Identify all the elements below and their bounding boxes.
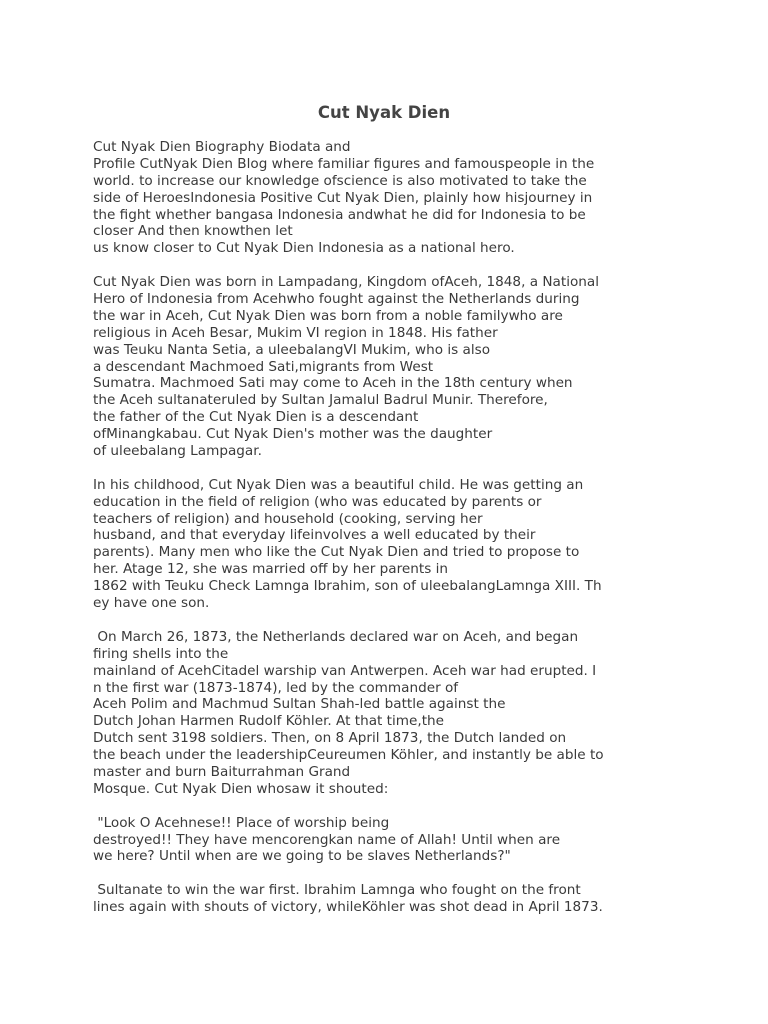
document-title: Cut Nyak Dien	[317, 103, 451, 122]
text-line: parents). Many men who like the Cut Nyak Dien and tried to propose to	[93, 544, 580, 561]
paragraph-break	[93, 612, 693, 629]
text-line: "Look O Acehnese!! Place of worship being	[93, 814, 390, 831]
text-line: education in the field of religion (who was educated by parents or	[93, 493, 542, 510]
text-line: teachers of religion) and household (cooking, serving her	[93, 510, 483, 527]
text-line: Cut Nyak Dien Biography Biodata and	[93, 139, 351, 155]
text-line: Cut Nyak Dien was born in Lampadang, Kingdom ofAceh, 1848, a National	[93, 274, 600, 291]
text-line: of uleebalang Lampagar.	[93, 443, 262, 460]
paragraph-break	[93, 257, 693, 274]
text-line: master and burn Baiturrahman Grand	[93, 763, 351, 780]
text-line: Sultanate to win the war first. Ibrahim Lamnga who fought on the front	[93, 882, 581, 899]
text-line: firing shells into the	[93, 645, 229, 662]
text-line: religious in Aceh Besar, Mukim VI region in 1848. His father	[93, 324, 498, 341]
text-line: husband, and that everyday lifeinvolves a well educated by their	[93, 527, 536, 544]
text-line: the war in Aceh, Cut Nyak Dien was born from a noble familywho are	[93, 307, 563, 324]
text-line: we here? Until when are we going to be slaves Netherlands?"	[93, 848, 511, 865]
text-line: the Aceh sultanateruled by Sultan Jamalul Badrul Munir. Therefore,	[93, 392, 548, 409]
text-line: closer And then knowthen let	[93, 223, 293, 240]
text-line: the beach under the leadershipCeureumen Köhler, and instantly be able to	[93, 747, 604, 764]
text-line: was Teuku Nanta Setia, a uleebalangVI Mukim, who is also	[93, 341, 491, 358]
text-line: side of HeroesIndonesia Positive Cut Nyak Dien, plainly how hisjourney in	[93, 189, 593, 206]
paragraph-break	[93, 460, 693, 477]
text-line: n the first war (1873-1874), led by the commander of	[93, 679, 459, 696]
paragraph-break	[93, 798, 693, 815]
text-line: the father of the Cut Nyak Dien is a descendant	[93, 409, 419, 426]
text-line: Profile CutNyak Dien Blog where familiar figures and famouspeople in the	[93, 155, 595, 172]
text-line: mainland of AcehCitadel warship van Antwerpen. Aceh war had erupted. I	[93, 662, 597, 679]
text-line: world. to increase our knowledge ofscience is also motivated to take the	[93, 172, 587, 189]
text-line: ofMinangkabau. Cut Nyak Dien's mother was the daughter	[93, 426, 493, 443]
text-line: ey have one son.	[93, 595, 210, 612]
text-line: Aceh Polim and Machmud Sultan Shah-led battle against the	[93, 696, 506, 713]
text-line: the fight whether bangasa Indonesia andwhat he did for Indonesia to be	[93, 206, 586, 223]
text-line: a descendant Machmoed Sati,migrants from West	[93, 358, 434, 375]
paragraph-break	[93, 865, 693, 882]
text-line: Dutch Johan Harmen Rudolf Köhler. At that time,the	[93, 713, 445, 730]
text-line: Sumatra. Machmoed Sati may come to Aceh in the 18th century when	[93, 375, 573, 392]
text-line: her. Atage 12, she was married off by her parents in	[93, 561, 449, 578]
text-line: us know closer to Cut Nyak Dien Indonesia as a national hero.	[93, 240, 515, 257]
text-line: 1862 with Teuku Check Lamnga Ibrahim, son of uleebalangLamnga XIII. Th	[93, 578, 602, 595]
text-line: In his childhood, Cut Nyak Dien was a beautiful child. He was getting an	[93, 476, 584, 493]
document-body	[93, 139, 693, 916]
text-line: Hero of Indonesia from Acehwho fought against the Netherlands during	[93, 291, 580, 308]
text-line: Dutch sent 3198 soldiers. Then, on 8 April 1873, the Dutch landed on	[93, 730, 567, 747]
text-line: lines again with shouts of victory, whileKöhler was shot dead in April 1873.	[93, 899, 603, 916]
text-line: destroyed!! They have mencorengkan name of Allah! Until when are	[93, 831, 561, 848]
text-line: On March 26, 1873, the Netherlands declared war on Aceh, and began	[93, 628, 579, 645]
text-line: Mosque. Cut Nyak Dien whosaw it shouted:	[93, 780, 389, 797]
